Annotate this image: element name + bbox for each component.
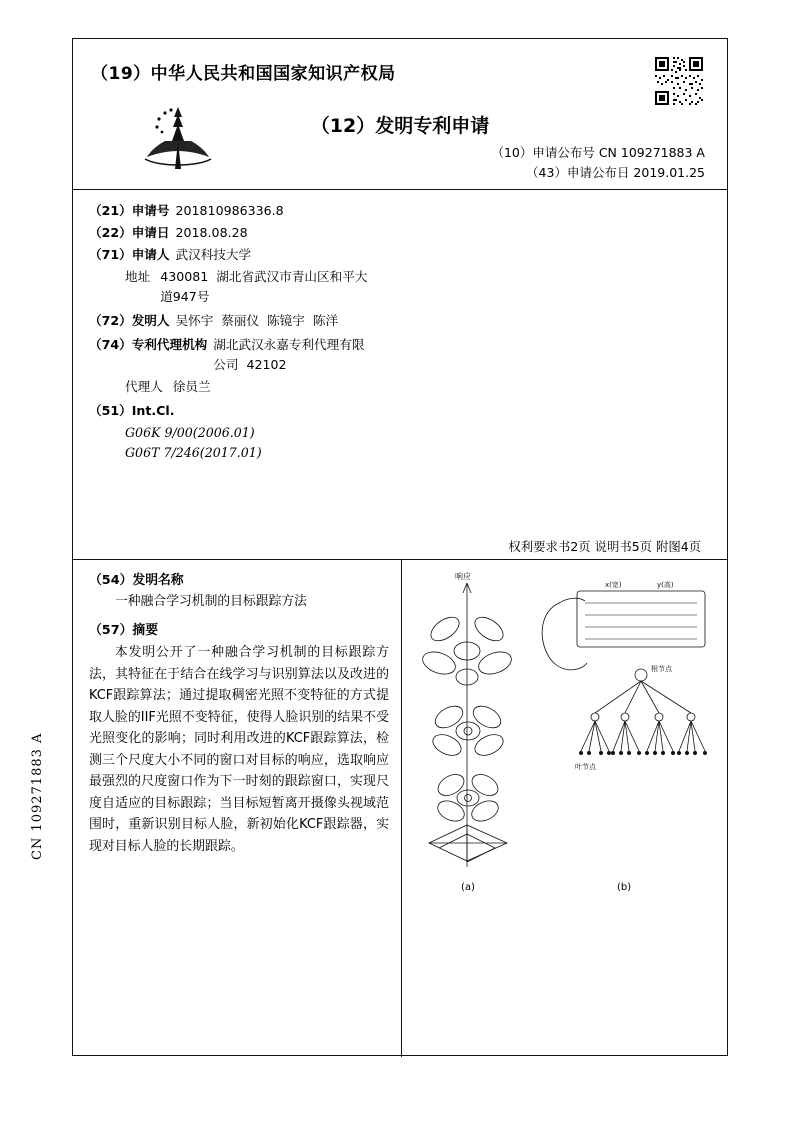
figure-drawing: [409, 567, 717, 897]
svg-text:x(宽): x(宽): [605, 581, 622, 589]
agency-value: 湖北武汉永嘉专利代理有限 公司 42102: [213, 337, 365, 372]
ipc-entry: G06T 7/246(2017.01): [125, 445, 262, 460]
svg-text:叶节点: 叶节点: [575, 763, 596, 771]
side-publication-code: CN 109271883 A: [30, 732, 45, 860]
figure-caption-a: (a): [461, 882, 475, 893]
publication-number: （10）申请公布号 CN 109271883 A: [491, 145, 705, 160]
filing-date-label: （22）申请日: [89, 225, 170, 240]
abstract-section-divider: [73, 559, 727, 560]
address-value: 430081 湖北省武汉市青山区和平大 道947号: [160, 269, 368, 304]
svg-text:根节点: 根节点: [651, 665, 672, 673]
field-filing-date: [89, 223, 529, 243]
inventors-label: （72）发明人: [89, 313, 170, 328]
inventors-value: 吴怀宇 蔡丽仪 陈镜宇 陈洋: [175, 313, 339, 328]
agent-value: 徐员兰: [172, 379, 211, 394]
abstract-column: [89, 569, 389, 857]
publication-date: （43）申请公布日 2019.01.25: [526, 165, 705, 180]
header-divider: [73, 189, 727, 190]
field-applicant: [89, 245, 529, 265]
ipc-label: （51）Int.Cl.: [89, 403, 175, 418]
patent-sheet: [72, 38, 728, 1056]
invention-title-value: 一种融合学习机制的目标跟踪方法: [115, 594, 307, 609]
ipc-entries: [125, 423, 529, 463]
abstract-text: 本发明公开了一种融合学习机制的目标跟踪方法，其特征在于结合在线学习与识别算法以及改进的KCF跟踪算法；通过提取稠密光照不变特征的方式提取人脸的IIF光照不变特征，使得人脸识别的结果不受光照变化的影响；同时利用改进的KCF跟踪算法，检测三个尺度大小不同的窗口对目标的响应，选取响应最强烈的尺度窗口作为下一时刻的跟踪窗口，实现尺度自适应的目标跟踪；当目标短暂离开摄像头视域范围时，重新识别目标人脸，新初始化KCF跟踪器，实现对目标人脸的长期跟踪。: [89, 645, 389, 854]
national-emblem-icon: [135, 101, 221, 175]
applicant-value: 武汉科技大学: [175, 247, 252, 262]
svg-text:响应: 响应: [455, 572, 471, 581]
field-agent: [125, 377, 529, 397]
abstract-column-divider: [401, 559, 402, 1057]
agency-label: （74）专利代理机构: [89, 337, 208, 352]
field-application-number: [89, 201, 529, 221]
field-ipc: [89, 401, 529, 421]
filing-date-value: 2018.08.28: [175, 225, 248, 240]
ipc-entry: G06K 9/00(2006.01): [125, 425, 255, 440]
agent-label: 代理人: [125, 379, 163, 394]
bibliographic-data: [89, 201, 529, 463]
figure-caption-b: (b): [617, 882, 632, 893]
field-inventors: [89, 311, 529, 331]
abstract-label: （57）摘要: [89, 623, 158, 638]
applicant-label: （71）申请人: [89, 247, 170, 262]
svg-text:y(高): y(高): [657, 581, 674, 589]
invention-title-label: （54）发明名称: [89, 573, 184, 588]
application-number-value: 201810986336.8: [175, 203, 284, 218]
document-type-title: （12）发明专利申请: [310, 115, 490, 137]
page-counts: 权利要求书2页 说明书5页 附图4页: [508, 539, 701, 554]
address-label: 地址: [125, 269, 151, 284]
issuing-office-line: （19）中华人民共和国国家知识产权局: [91, 64, 396, 84]
abstract-figure: [409, 567, 717, 897]
qr-code-icon: [653, 55, 705, 107]
application-number-label: （21）申请号: [89, 203, 170, 218]
field-agency: [89, 335, 529, 375]
field-applicant-address: [125, 267, 529, 307]
